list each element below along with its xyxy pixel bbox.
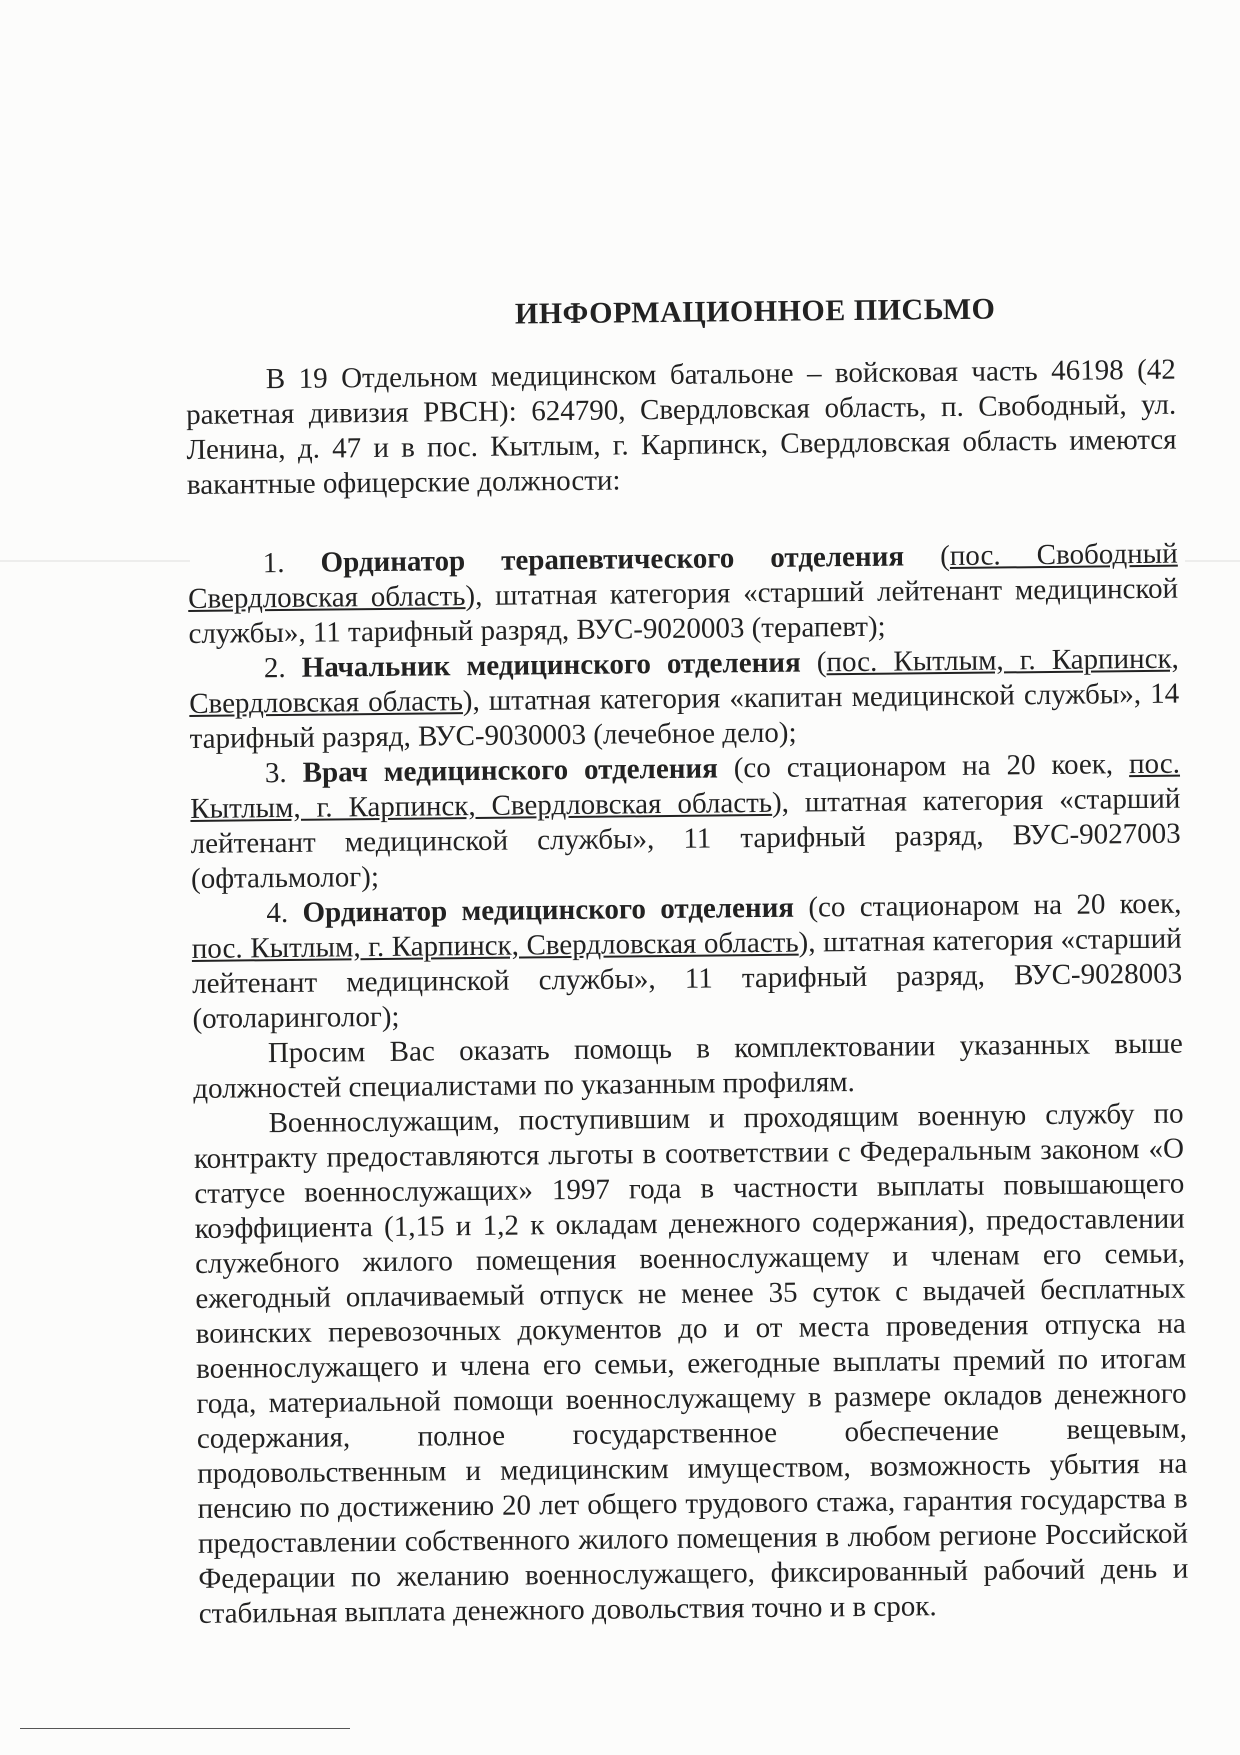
intro-paragraph: В 19 Отдельном медицинском батальоне – войсковая часть 46198 (42 ракетная дивизия РВСН): 624790, Свердловская область, п. Свободный, ул. Ленина, д. 47 и в пос. Кытлым, г. Карпинск, Свердловская область имеются вакантные офицерские должности:: [186, 353, 1177, 501]
position-prefix: (со стационаром на 20 коек,: [808, 887, 1182, 924]
position-location: пос. Кытлым, г. Карпинск, Свердловская область: [191, 926, 799, 965]
position-title: Ординатор медицинского отделения: [302, 891, 795, 929]
scan-noise: [1185, 560, 1240, 562]
position-details: ), штатная категория «старший лейтенант медицинской службы», 11 тарифный разряд, ВУС-9020003 (терапевт);: [188, 572, 1179, 650]
position-title: Врач медицинского отделения: [302, 752, 718, 789]
benefits-paragraph: Военнослужащим, поступившим и проходящим военную службу по контракту предоставляются льготы в соответствии с Федеральным законом «О статусе военнослужащих» 1997 года в частности выплаты повышающего коэффициента (1,15 и 1,2 к окладам денежного содержания), предоставлении служебного жилого помещения военнослужащему и членам его семьи, ежегодный оплачиваемый отпуск не менее 35 суток с выдачей бесплатных воинских перевозочных документов до и от места проведения отпуска на военнослужащего и члена его семьи, ежегодные выплаты премий по итогам года, материальной помощи военнослужащему в размере окладов денежного содержания, полное государственное обеспечение вещевым, продовольственным и медицинским имуществом, возможность убытия на пенсию по достижению 20 лет общего трудового стажа, гарантия государства в предоставлении собственного жилого помещения в любом регионе Российской Федерации по желанию военнослужащего, фиксированный рабочий день и стабильная выплата денежного довольствия точно и в срок.: [193, 1097, 1189, 1630]
scan-noise: [0, 560, 190, 562]
position-item-3: [190, 747, 1181, 897]
position-number: 3.: [264, 756, 287, 790]
letter-title: ИНФОРМАЦИОННОЕ ПИСЬМО: [514, 292, 996, 331]
position-item-4: [191, 887, 1182, 1037]
position-number: 4.: [266, 896, 289, 930]
position-item-2: [189, 642, 1180, 757]
position-prefix: (: [816, 646, 827, 679]
position-details: ), штатная категория «старший лейтенант медицинской службы», 11 тарифный разряд, ВУС-9027003 (офтальмолог);: [190, 782, 1181, 895]
position-number: 2.: [263, 651, 286, 685]
position-location: пос. Кытлым, г. Карпинск, Свердловская область: [190, 747, 1181, 825]
position-location: пос. Свободный Свердловская область: [187, 537, 1178, 615]
position-prefix: (со стационаром на 20 коек,: [733, 748, 1130, 785]
request-paragraph: Просим Вас оказать помощь в комплектовании указанных выше должностей специалистами по указанным профилям.: [193, 1027, 1184, 1105]
scan-edge-line: [20, 1728, 350, 1729]
position-item-1: [188, 537, 1179, 652]
position-number: 1.: [262, 546, 285, 580]
position-prefix: (: [939, 540, 950, 573]
position-title: Начальник медицинского отделения: [301, 646, 801, 684]
position-title: Ординатор терапевтического отделения: [320, 540, 905, 579]
position-details: ), штатная категория «старший лейтенант медицинской службы», 11 тарифный разряд, ВУС-9028003 (отоларинголог);: [191, 922, 1183, 1035]
position-details: ), штатная категория «капитан медицинской службы», 14 тарифный разряд, ВУС-9030003 (лечебное дело);: [189, 677, 1180, 755]
letter-body: [185, 290, 1189, 1632]
position-location: пос. Кытлым, г. Карпинск, Свердловская область: [189, 642, 1179, 720]
